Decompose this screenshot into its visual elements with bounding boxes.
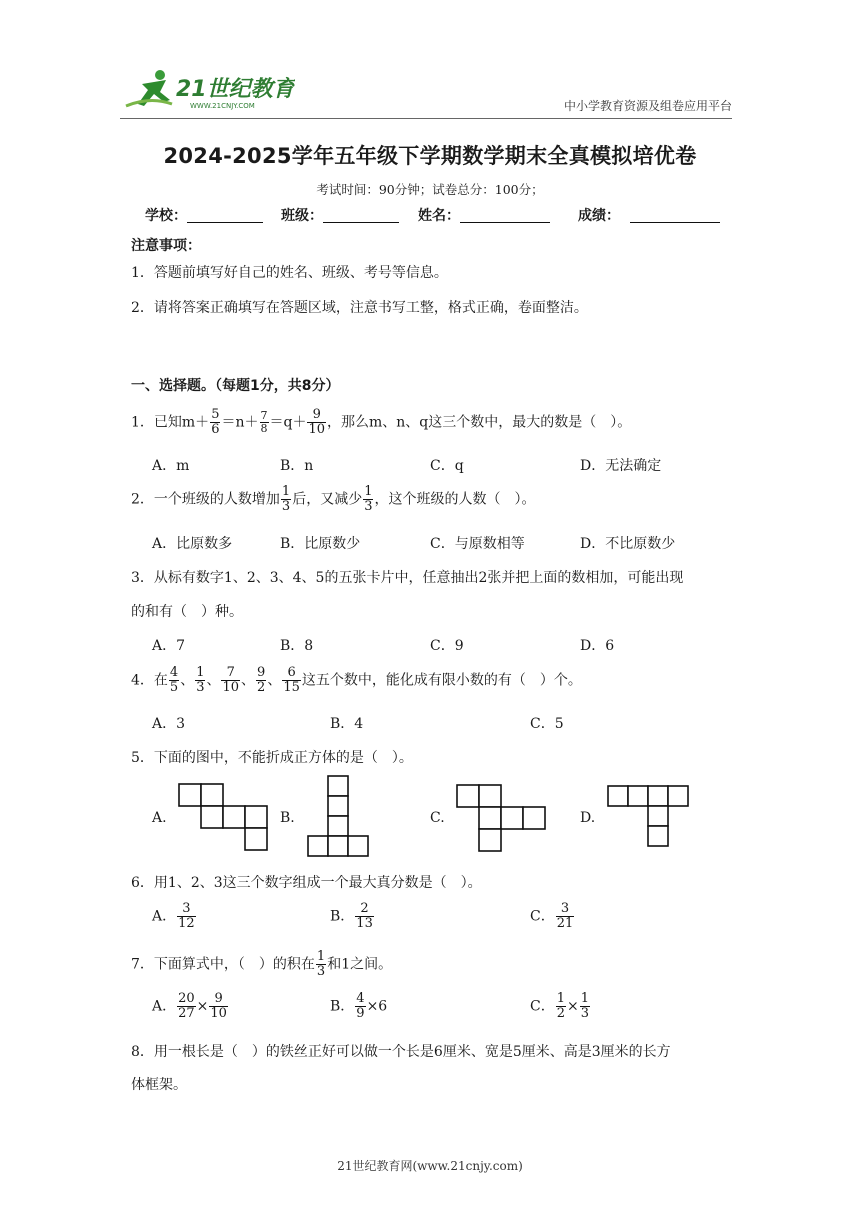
class-field[interactable] [281, 205, 399, 225]
question-3-line2: 的和有（ ）种。 [131, 604, 243, 620]
q1-option-c[interactable]: C．q [430, 458, 464, 474]
logo-url: WWW.21CNJY.COM [190, 102, 255, 110]
question-8-line2: 体框架。 [131, 1077, 187, 1093]
footer: 21世纪教育网(www.21cnjy.com) [337, 1159, 523, 1173]
notice-item: 2．请将答案正确填写在答题区域，注意书写工整，格式正确，卷面整洁。 [131, 300, 588, 316]
q5-label-c[interactable]: C. [430, 810, 445, 826]
q3-option-b[interactable]: B．8 [280, 638, 314, 654]
logo [120, 66, 295, 114]
notice-heading: 注意事项： [131, 238, 201, 254]
question-7: 7．下面算式中，（ ）的积在 $\frac{1}{3}$ 和1之间。 [131, 949, 393, 979]
logo-text: 21世纪教育 [176, 77, 295, 102]
q2-option-c[interactable]: C．与原数相等 [430, 536, 525, 552]
cube-net-c[interactable] [456, 784, 546, 854]
logo-runner-icon [120, 66, 295, 114]
q6-option-c[interactable]: C． $\frac{3}{21}$ [530, 901, 574, 931]
cube-net-b[interactable] [306, 775, 372, 859]
name-label: 姓名： [418, 208, 460, 224]
class-blank[interactable] [323, 206, 399, 223]
cube-net-a[interactable] [178, 782, 270, 852]
header-divider [120, 118, 732, 119]
q6-option-b[interactable]: B． $\frac{2}{13}$ [330, 901, 373, 931]
q3-option-a[interactable]: A．7 [152, 638, 186, 654]
score-label: 成绩： [578, 208, 620, 224]
school-blank[interactable] [187, 206, 263, 223]
cube-net-d[interactable] [607, 785, 691, 849]
q7-option-a[interactable]: A． $\frac{20}{27}$ × $\frac{9}{10}$ [152, 991, 227, 1021]
name-field[interactable] [418, 205, 550, 225]
q3-option-c[interactable]: C．9 [430, 638, 464, 654]
class-label: 班级： [281, 208, 323, 224]
page-title: 2024-2025学年五年级下学期数学期末全真模拟培优卷 [163, 144, 697, 168]
q2-option-b[interactable]: B．比原数少 [280, 536, 361, 552]
q5-label-b[interactable]: B. [280, 810, 295, 826]
question-8-line1: 8．用一根长是（ ）的铁丝正好可以做一个长是6厘米、宽是5厘米、高是3厘米的长方 [131, 1044, 671, 1060]
q3-option-d[interactable]: D．6 [580, 638, 615, 654]
q2-option-a[interactable]: A．比原数多 [152, 536, 233, 552]
q4-option-b[interactable]: B．4 [330, 716, 364, 732]
notice-item: 1．答题前填写好自己的姓名、班级、考号等信息。 [131, 265, 448, 281]
q7-option-c[interactable]: C． $\frac{1}{2}$ × $\frac{1}{3}$ [530, 991, 590, 1021]
question-3-line1: 3．从标有数字1、2、3、4、5的五张卡片中，任意抽出2张并把上面的数相加，可能出现 [131, 570, 684, 586]
q4-option-c[interactable]: C．5 [530, 716, 564, 732]
q5-label-a[interactable]: A. [152, 810, 167, 826]
question-6: 6．用1、2、3这三个数字组成一个最大真分数是（ ）。 [131, 875, 482, 891]
school-label: 学校： [145, 208, 187, 224]
school-field[interactable] [145, 205, 263, 225]
question-4: 4．在 $\frac{4}{5}$ 、 $\frac{1}{3}$ 、 $\frac{7}{10}$ 、 $\frac{9}{2}$ 、 $\frac{6}{15}$ 这五个数中，能化成有限小数的有（ ）个。 [131, 665, 582, 695]
q2-option-d[interactable]: D．不比原数少 [580, 536, 676, 552]
q1-option-d[interactable]: D．无法确定 [580, 458, 662, 474]
question-5: 5．下面的图中，不能折成正方体的是（ ）。 [131, 750, 413, 766]
q7-option-b[interactable]: B． $\frac{4}{9}$ ×6 [330, 991, 388, 1021]
q4-option-a[interactable]: A．3 [152, 716, 186, 732]
name-blank[interactable] [460, 206, 550, 223]
q6-option-a[interactable]: A． $\frac{3}{12}$ [152, 901, 195, 931]
question-2: 2．一个班级的人数增加 $\frac{1}{3}$ 后，又减少 $\frac{1}{3}$ ，这个班级的人数（ ）。 [131, 484, 536, 514]
score-blank[interactable] [630, 206, 720, 223]
platform-label: 中小学教育资源及组卷应用平台 [563, 99, 732, 113]
section-heading: 一、选择题。（每题1分，共8分） [131, 378, 340, 394]
exam-meta: 考试时间：90分钟；试卷总分：100分； [316, 182, 544, 197]
q5-label-d[interactable]: D. [580, 810, 596, 826]
q1-option-b[interactable]: B．n [280, 458, 314, 474]
question-1: 1．已知m＋ $\frac{5}{6}$ ＝n＋ $\frac{7}{8}$ ＝q＋ $\frac{9}{10}$ ，那么m、n、q这三个数中，最大的数是（ ）。 [131, 407, 632, 437]
q1-option-a[interactable]: A．m [152, 458, 190, 474]
score-field[interactable] [578, 205, 720, 225]
